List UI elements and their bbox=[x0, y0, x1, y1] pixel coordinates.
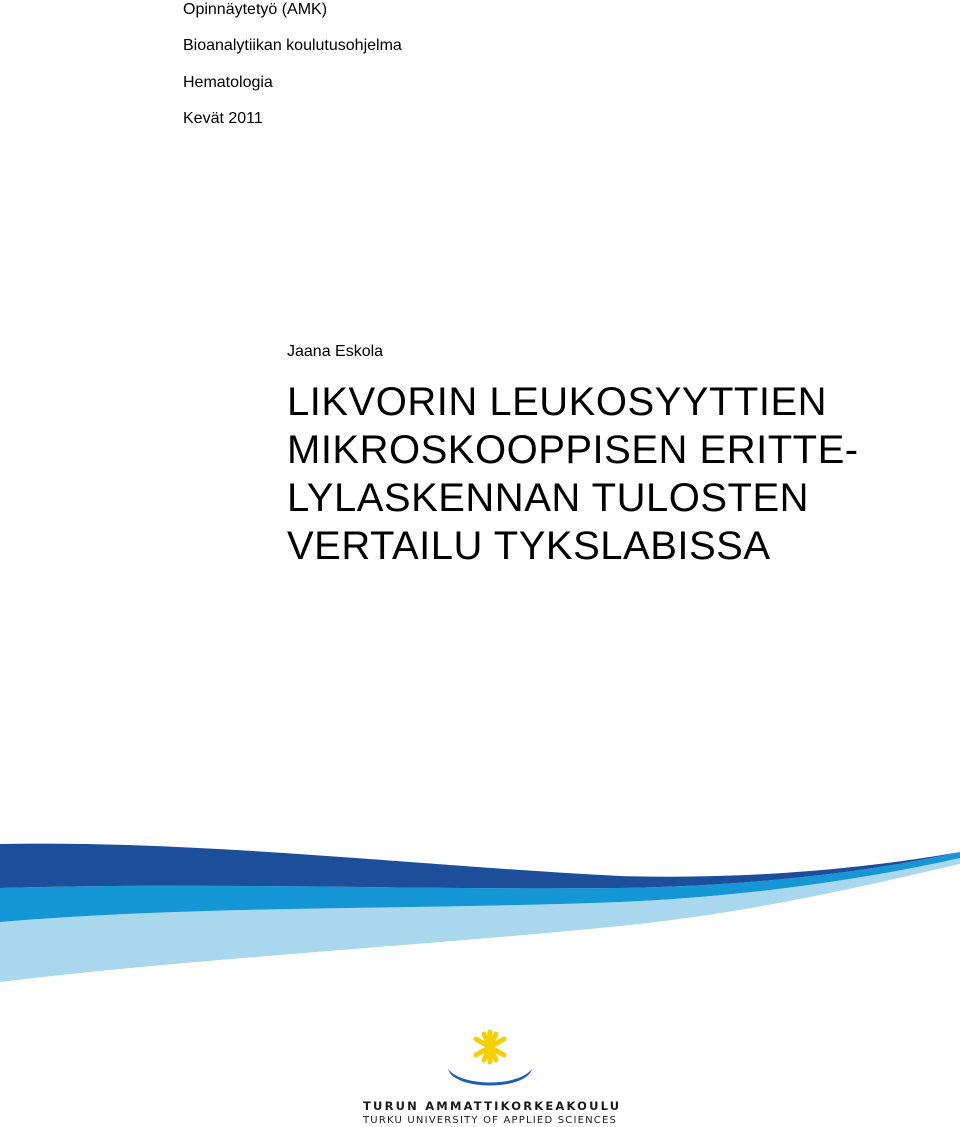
thesis-type: Opinnäytetyö (AMK) bbox=[183, 1, 328, 18]
title-line-4: VERTAILU TYKSLABISSA bbox=[287, 524, 771, 568]
logo-bowl-icon bbox=[448, 1069, 532, 1086]
decorative-wave-band bbox=[0, 830, 960, 1000]
title-line-3: LYLASKENNAN TULOSTEN bbox=[287, 476, 810, 520]
thesis-title bbox=[287, 378, 859, 570]
logo-star-icon bbox=[476, 1032, 504, 1062]
title-line-1: LIKVORIN LEUKOSYYTTIEN bbox=[287, 380, 828, 424]
logo-name-finnish: TURUN AMMATTIKORKEAKOULU bbox=[363, 1099, 622, 1113]
title-line-2: MIKROSKOOPPISEN ERITTE- bbox=[287, 428, 859, 472]
specialisation: Hematologia bbox=[183, 74, 273, 91]
term: Kevät 2011 bbox=[183, 110, 263, 127]
star-and-bowl-logo-icon bbox=[440, 1025, 540, 1097]
author-name: Jaana Eskola bbox=[287, 343, 384, 360]
degree-programme: Bioanalytiikan koulutusohjelma bbox=[183, 37, 402, 54]
logo-name-english: TURKU UNIVERSITY OF APPLIED SCIENCES bbox=[363, 1115, 618, 1126]
